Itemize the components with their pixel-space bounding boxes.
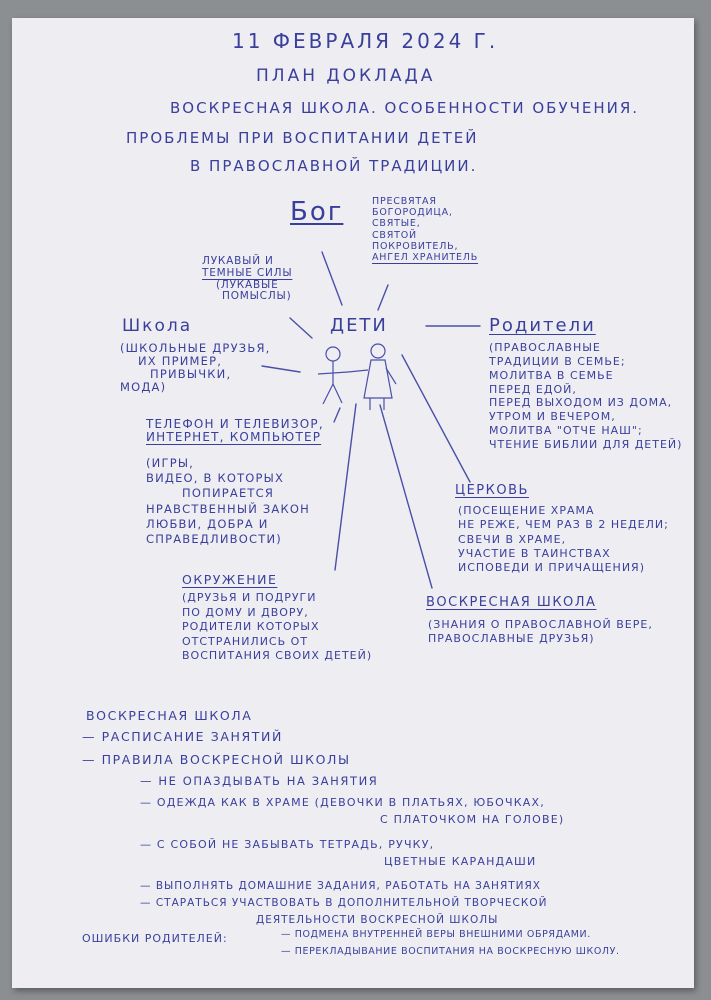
media-note-line: ЛЮБВИ, ДОБРА И bbox=[146, 516, 269, 531]
church-note-line: СВЕЧИ В ХРАМЕ, bbox=[458, 532, 567, 546]
list-item: — НЕ ОПАЗДЫВАТЬ НА ЗАНЯТИЯ bbox=[140, 774, 379, 788]
list-item-continuation: ЦВЕТНЫЕ КАРАНДАШИ bbox=[384, 855, 537, 868]
media-title bbox=[146, 418, 324, 445]
plan-heading: ПЛАН ДОКЛАДА bbox=[256, 66, 436, 86]
list-item: — РАСПИСАНИЕ ЗАНЯТИЙ bbox=[82, 729, 283, 744]
parents-note-line: МОЛИТВА В СЕМЬЕ bbox=[489, 368, 614, 382]
media-title-line: ТЕЛЕФОН И ТЕЛЕВИЗОР, bbox=[146, 417, 324, 431]
school-note-line: МОДА) bbox=[120, 379, 167, 394]
media-note-line: (ИГРЫ, bbox=[146, 456, 195, 470]
school-note-line: ИХ ПРИМЕР, bbox=[138, 353, 223, 368]
line-god bbox=[322, 252, 342, 305]
parents-note bbox=[489, 341, 682, 452]
environment-title: ОКРУЖЕНИЕ bbox=[182, 572, 278, 587]
church-title: ЦЕРКОВЬ bbox=[455, 483, 529, 498]
line-media bbox=[334, 408, 340, 422]
environment-note-line: (ДРУЗЬЯ И ПОДРУГИ bbox=[182, 591, 317, 604]
sunday-school-note-line: (ЗНАНИЯ О ПРАВОСЛАВНОЙ ВЕРЕ, bbox=[428, 618, 653, 631]
evil-note-line: (ЛУКАВЫЕ bbox=[216, 278, 279, 291]
school-title: Школа bbox=[122, 316, 193, 336]
saints-line: СВЯТОЙ bbox=[372, 229, 417, 241]
topic-line-1: ВОСКРЕСНАЯ ШКОЛА. ОСОБЕННОСТИ ОБУЧЕНИЯ. bbox=[170, 99, 640, 117]
environment-note bbox=[182, 591, 372, 664]
media-note bbox=[146, 456, 310, 547]
saints-line: АНГЕЛ ХРАНИТЕЛЬ bbox=[372, 252, 479, 264]
parents-title: Родители bbox=[489, 315, 596, 336]
school-note-line: (ШКОЛЬНЫЕ ДРУЗЬЯ, bbox=[120, 341, 271, 355]
line-church bbox=[402, 355, 470, 482]
environment-note-line: ВОСПИТАНИЯ СВОИХ ДЕТЕЙ) bbox=[182, 649, 373, 663]
evil-note bbox=[202, 256, 292, 303]
saints-line: ПРЕСВЯТАЯ bbox=[372, 196, 437, 207]
parents-note-line: ТРАДИЦИИ В СЕМЬЕ; bbox=[489, 354, 626, 368]
school-note-line: ПРИВЫЧКИ, bbox=[150, 366, 232, 381]
church-note-line: ИСПОВЕДИ И ПРИЧАЩЕНИЯ) bbox=[458, 561, 645, 575]
church-note-line: (ПОСЕЩЕНИЕ ХРАМА bbox=[458, 504, 595, 517]
school-note bbox=[120, 342, 271, 394]
errors-label: ОШИБКИ РОДИТЕЛЕЙ: bbox=[82, 932, 228, 945]
topic-line-3: В ПРАВОСЛАВНОЙ ТРАДИЦИИ. bbox=[190, 157, 478, 175]
sunday-school-note-line: ПРАВОСЛАВНЫЕ ДРУЗЬЯ) bbox=[428, 632, 595, 646]
sunday-school-title: ВОСКРЕСНАЯ ШКОЛА bbox=[426, 595, 597, 610]
line-saints bbox=[378, 285, 388, 310]
media-note-line: ПОПИРАЕТСЯ bbox=[182, 486, 275, 501]
sunday-school-note bbox=[428, 618, 653, 647]
parents-note-line: ЧТЕНИЕ БИБЛИИ ДЛЯ ДЕТЕЙ) bbox=[489, 438, 683, 452]
parents-note-line: ПЕРЕД ВЫХОДОМ ИЗ ДОМА, bbox=[489, 396, 673, 410]
list-title: ВОСКРЕСНАЯ ШКОЛА bbox=[86, 708, 253, 723]
church-note bbox=[458, 504, 669, 575]
error-item: — ПЕРЕКЛАДЫВАНИЕ ВОСПИТАНИЯ НА ВОСКРЕСНУЮ ШКОЛУ. bbox=[281, 946, 620, 957]
list-item: — ВЫПОЛНЯТЬ ДОМАШНИЕ ЗАДАНИЯ, РАБОТАТЬ НА ЗАНЯТИЯХ bbox=[140, 880, 542, 892]
church-note-line: НЕ РЕЖЕ, ЧЕМ РАЗ В 2 НЕДЕЛИ; bbox=[458, 518, 669, 532]
media-note-line: СПРАВЕДЛИВОСТИ) bbox=[146, 531, 282, 546]
environment-note-line: ПО ДОМУ И ДВОРУ, bbox=[182, 605, 309, 619]
topic-line-2: ПРОБЛЕМЫ ПРИ ВОСПИТАНИИ ДЕТЕЙ bbox=[126, 129, 479, 147]
media-title-line: ИНТЕРНЕТ, КОМПЬЮТЕР bbox=[146, 430, 322, 445]
children-label: ДЕТИ bbox=[330, 315, 388, 336]
line-evil bbox=[290, 318, 312, 338]
line-sunday bbox=[380, 405, 432, 588]
list-item: — ОДЕЖДА КАК В ХРАМЕ (ДЕВОЧКИ В ПЛАТЬЯХ, ЮБОЧКАХ, bbox=[140, 796, 545, 809]
parents-note-line: МОЛИТВА "ОТЧЕ НАШ"; bbox=[489, 424, 643, 438]
parents-note-line: ПЕРЕД ЕДОЙ, bbox=[489, 382, 577, 396]
god-label: Бог bbox=[290, 197, 344, 227]
list-item-continuation: С ПЛАТОЧКОМ НА ГОЛОВЕ) bbox=[380, 813, 565, 826]
evil-note-line: ПОМЫСЛЫ) bbox=[222, 290, 292, 303]
church-note-line: УЧАСТИЕ В ТАИНСТВАХ bbox=[458, 546, 611, 560]
evil-title-line: ЛУКАВЫЙ И bbox=[202, 255, 274, 267]
saints-line: СВЯТЫЕ, bbox=[372, 218, 421, 230]
children-figure bbox=[318, 344, 396, 410]
saints-line: ПОКРОВИТЕЛЬ, bbox=[372, 240, 459, 252]
environment-note-line: ОТСТРАНИЛИСЬ ОТ bbox=[182, 634, 309, 648]
list-item: — С СОБОЙ НЕ ЗАБЫВАТЬ ТЕТРАДЬ, РУЧКУ, bbox=[140, 838, 435, 851]
parents-note-line: (ПРАВОСЛАВНЫЕ bbox=[489, 341, 601, 354]
saints-line: БОГОРОДИЦА, bbox=[372, 207, 453, 219]
list-item-continuation: ДЕЯТЕЛЬНОСТИ ВОСКРЕСНОЙ ШКОЛЫ bbox=[256, 914, 499, 926]
error-item: — ПОДМЕНА ВНУТРЕННЕЙ ВЕРЫ ВНЕШНИМИ ОБРЯДАМИ. bbox=[281, 929, 591, 940]
environment-note-line: РОДИТЕЛИ КОТОРЫХ bbox=[182, 620, 320, 634]
media-note-line: ВИДЕО, В КОТОРЫХ bbox=[146, 471, 285, 486]
parents-note-line: УТРОМ И ВЕЧЕРОМ, bbox=[489, 410, 616, 424]
date-heading: 11 ФЕВРАЛЯ 2024 Г. bbox=[232, 29, 499, 53]
list-item: — ПРАВИЛА ВОСКРЕСНОЙ ШКОЛЫ bbox=[82, 752, 351, 767]
evil-title-line: ТЕМНЫЕ СИЛЫ bbox=[202, 266, 293, 279]
media-note-line: НРАВСТВЕННЫЙ ЗАКОН bbox=[146, 501, 310, 516]
list-item: — СТАРАТЬСЯ УЧАСТВОВАТЬ В ДОПОЛНИТЕЛЬНОЙ ТВОРЧЕСКОЙ bbox=[140, 897, 548, 909]
saints-note bbox=[372, 196, 478, 263]
line-environment bbox=[335, 404, 356, 570]
